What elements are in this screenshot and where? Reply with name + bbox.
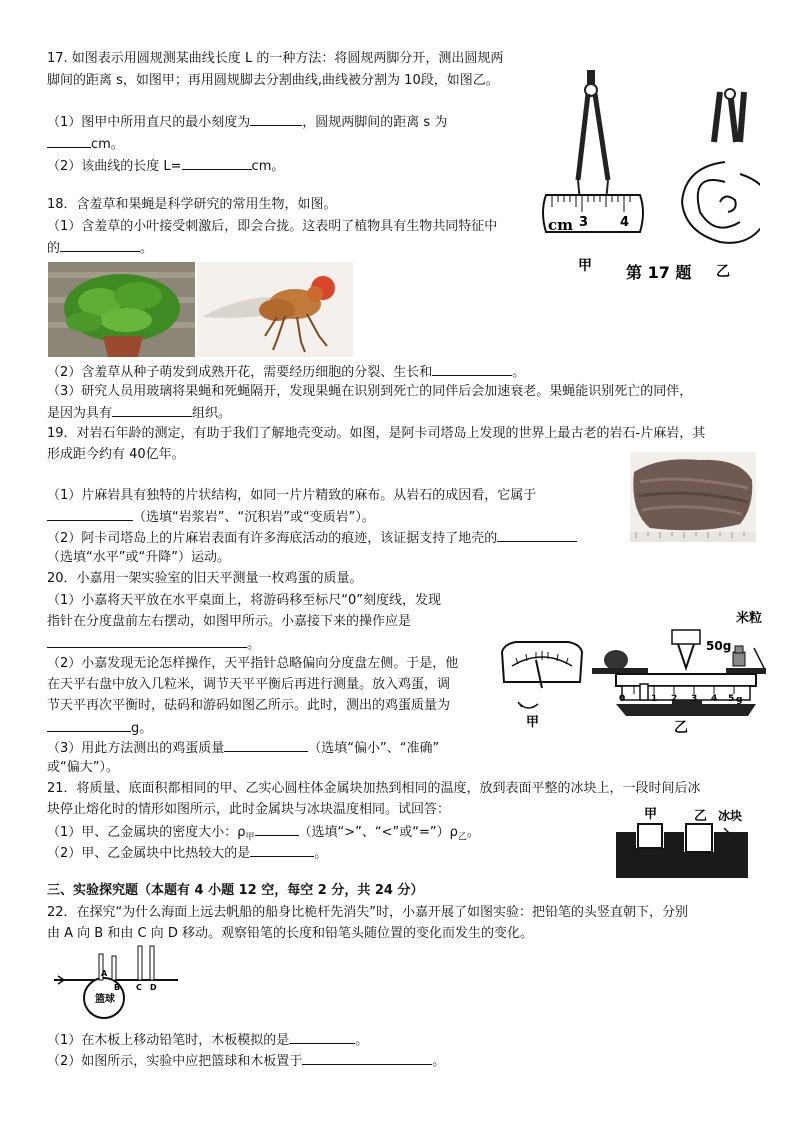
q17-part2: （2）该曲线的长度 L= cm。 (47, 156, 284, 176)
q21-stem-line1: 21．将质量、底面积都相同的甲、乙实心圆柱体金属块加热到相同的温度，放到表面平整的冰块上，一段时间后冰 (47, 781, 701, 796)
q22-stem-line2: 由 A 向 B 和由 C 向 D 移动。观察铅笔的长度和铅笔头随位置的变化而发生的变化。 (47, 926, 533, 941)
q17-answer-blank-2[interactable] (47, 134, 91, 148)
q20-figure-label-jia: 甲 (526, 715, 540, 730)
mimosa-plant-photo (48, 262, 195, 357)
q21-stem-line2: 块停止熔化时的情形如图所示，此时金属块与冰块温度相同。试回答： (47, 802, 451, 817)
q20-balance-figure (496, 608, 772, 736)
q17-answer-blank-3[interactable] (182, 156, 252, 170)
q18-part3: （3）研究人员用玻璃将果蝇和死蝇隔开，发现果蝇在识别到死亡的同伴后会加速衰老。果蝇能识别死亡的同伴， (47, 384, 693, 399)
q22-pencil-figure (54, 944, 194, 1024)
q18-part3-cont: 是因为具有 组织。 (47, 403, 231, 423)
q21-part1: （1）甲、乙金属块的密度大小：$\rho_甲$ （选填“>”、“<”或“$=”)\rho_乙$。 (47, 822, 480, 847)
q18-answer-blank-3[interactable] (112, 403, 192, 417)
q17-stem-line1: 17. 如图表示用圆规测某曲线长度 L 的一种方法：将圆规两脚分开，测出圆规两 (47, 51, 504, 66)
compass-jia-icon (578, 70, 608, 202)
q20-part2-line2: 在天平右盘中放入几粒米，调节天平平衡后再进行测量。放入鸡蛋，调 (47, 677, 451, 692)
q20-part2-line3: 节天平再次平衡时，砝码和游码如图乙所示。此时，测出的鸡蛋质量为 (47, 698, 451, 713)
q21-part2: （2）甲、乙金属块中比热较大的是 。 (47, 843, 327, 863)
q20-part1-line1: （1）小嘉将天平放在水平桌面上，将游码移至标尺“0”刻度线，发现 (47, 593, 442, 608)
metal-block-jia (638, 824, 662, 848)
q22-answer-blank-2[interactable] (302, 1051, 432, 1065)
q17-part1-cont: cm。 (47, 134, 124, 154)
q19-answer-blank-2[interactable] (497, 528, 577, 542)
q20-part2-line1: （2）小嘉发现无论怎样操作，天平指针总略偏向分度盘左侧。于是，他 (47, 656, 459, 671)
q18-answer-blank-2[interactable] (432, 362, 512, 376)
label-C: C (136, 983, 142, 992)
ruler-tick-3: 3 (579, 215, 589, 230)
q18-part1-cont: 的 。 (47, 238, 153, 258)
q20-part1-line3: 。 (47, 634, 260, 654)
q22-stem-line1: 22．在探究“为什么海面上远去帆船的船身比桅杆先消失”时，小嘉开展了如图实验：把铅笔的头竖直朝下，分别 (47, 905, 689, 920)
q20-part3-cont: 或“偏大”）。 (47, 760, 119, 775)
q21-answer-blank-2[interactable] (250, 843, 314, 857)
compass-yi-icon (682, 89, 760, 243)
ruler-tick-4: 4 (620, 215, 630, 230)
q20-answer-blank-3[interactable] (224, 738, 308, 752)
label-B: B (114, 983, 121, 992)
q20-answer-blank-2[interactable] (47, 718, 131, 732)
scale-tick-0: 0 (619, 694, 626, 704)
q17-figure-title: 第 17 题 (626, 263, 692, 282)
q19-stem-line2: 形成距今约有 40亿年。 (47, 447, 185, 462)
q21-figure-label-jia: 甲 (644, 807, 658, 822)
q19-part2: （2）阿卡司塔岛上的片麻岩表面有许多海底活动的痕迹，该证据支持了地壳的 (47, 528, 577, 548)
scale-tick-2: 2 (671, 694, 678, 704)
section-3-title: 三、实验探究题（本题有 4 小题 12 空，每空 2 分，共 24 分） (47, 883, 424, 898)
q17-part1: （1）图甲中所用直尺的最小刻度为 ，圆规两脚间的距离 s 为 (47, 112, 447, 132)
q21-answer-blank-1[interactable] (255, 822, 299, 836)
q17-compass-figure (540, 62, 760, 292)
ruler-unit-label: cm (548, 216, 574, 234)
q19-part1: （1）片麻岩具有独特的片状结构，如同一片片精致的麻布。从岩石的成因看，它属于 (47, 488, 537, 503)
gneiss-rock-photo (630, 452, 756, 542)
q17-figure-label-jia: 甲 (578, 258, 592, 274)
pointer-dial-icon (502, 642, 582, 708)
q19-stem-line1: 19．对岩石年龄的测定，有助于我们了解地壳变动。如图，是阿卡司塔岛上发现的世界上最古老的岩石-片麻岩，其 (47, 426, 706, 441)
q20-part3: （3）用此方法测出的鸡蛋质量 （选填“偏小”、“准确” (47, 738, 439, 758)
weight-label: 50g (706, 639, 732, 653)
q17-answer-blank-1[interactable] (250, 112, 302, 126)
q19-answer-blank-1[interactable] (47, 507, 133, 521)
q18-part2: （2）含羞草从种子萌发到成熟开花，需要经历细胞的分裂、生长和 。 (47, 362, 525, 382)
q20-answer-blank-1[interactable] (47, 634, 247, 648)
q22-part1: （1）在木板上移动铅笔时，木板模拟的是 。 (47, 1030, 368, 1050)
q17-figure-label-yi: 乙 (716, 264, 730, 280)
q20-stem: 20．小嘉用一架实验室的旧天平测量一枚鸡蛋的质量。 (47, 571, 363, 586)
scale-tick-1: 1 (651, 694, 658, 704)
q18-part1: （1）含羞草的小叶接受刺激后，即会合拢。这表明了植物具有生物共同特征中 (47, 219, 498, 234)
metal-block-yi (686, 824, 712, 852)
rice-label: 米粒 (736, 611, 763, 626)
q22-answer-blank-1[interactable] (289, 1030, 355, 1044)
q17-stem-line2: 脚间的距离 s，如图甲；再用圆规脚去分割曲线,曲线被分割为 10段，如图乙。 (47, 73, 499, 88)
q21-ice-figure (614, 804, 750, 880)
label-A: A (101, 969, 108, 978)
q18-answer-blank-1[interactable] (60, 238, 140, 252)
q20-part1-line2: 指针在分度盘前左右摆动，如图甲所示。小嘉接下来的操作应是 (47, 614, 412, 629)
pencil-icon (99, 946, 154, 980)
q21-figure-label-ice: 冰块 (718, 809, 743, 823)
q21-figure-label-yi: 乙 (694, 809, 708, 824)
scale-tick-5: 5 (728, 694, 735, 704)
scale-unit: g (736, 695, 743, 705)
scale-tick-4: 4 (711, 694, 718, 704)
label-D: D (150, 983, 157, 992)
basketball-label: 篮球 (95, 994, 115, 1005)
q19-part1-cont: （选填“岩浆岩”、“沉积岩”或“变质岩”）。 (47, 507, 375, 527)
fruit-fly-photo (197, 262, 353, 357)
q22-part2: （2）如图所示，实验中应把篮球和木板置于 。 (47, 1051, 445, 1071)
q18-stem: 18．含羞草和果蝇是科学研究的常用生物，如图。 (47, 197, 337, 212)
q20-part2-line4: g。 (47, 718, 152, 738)
scale-tick-3: 3 (691, 694, 698, 704)
q19-part2-cont: （选填“水平”或“升降”）运动。 (47, 550, 230, 565)
q20-figure-label-yi: 乙 (674, 720, 688, 736)
